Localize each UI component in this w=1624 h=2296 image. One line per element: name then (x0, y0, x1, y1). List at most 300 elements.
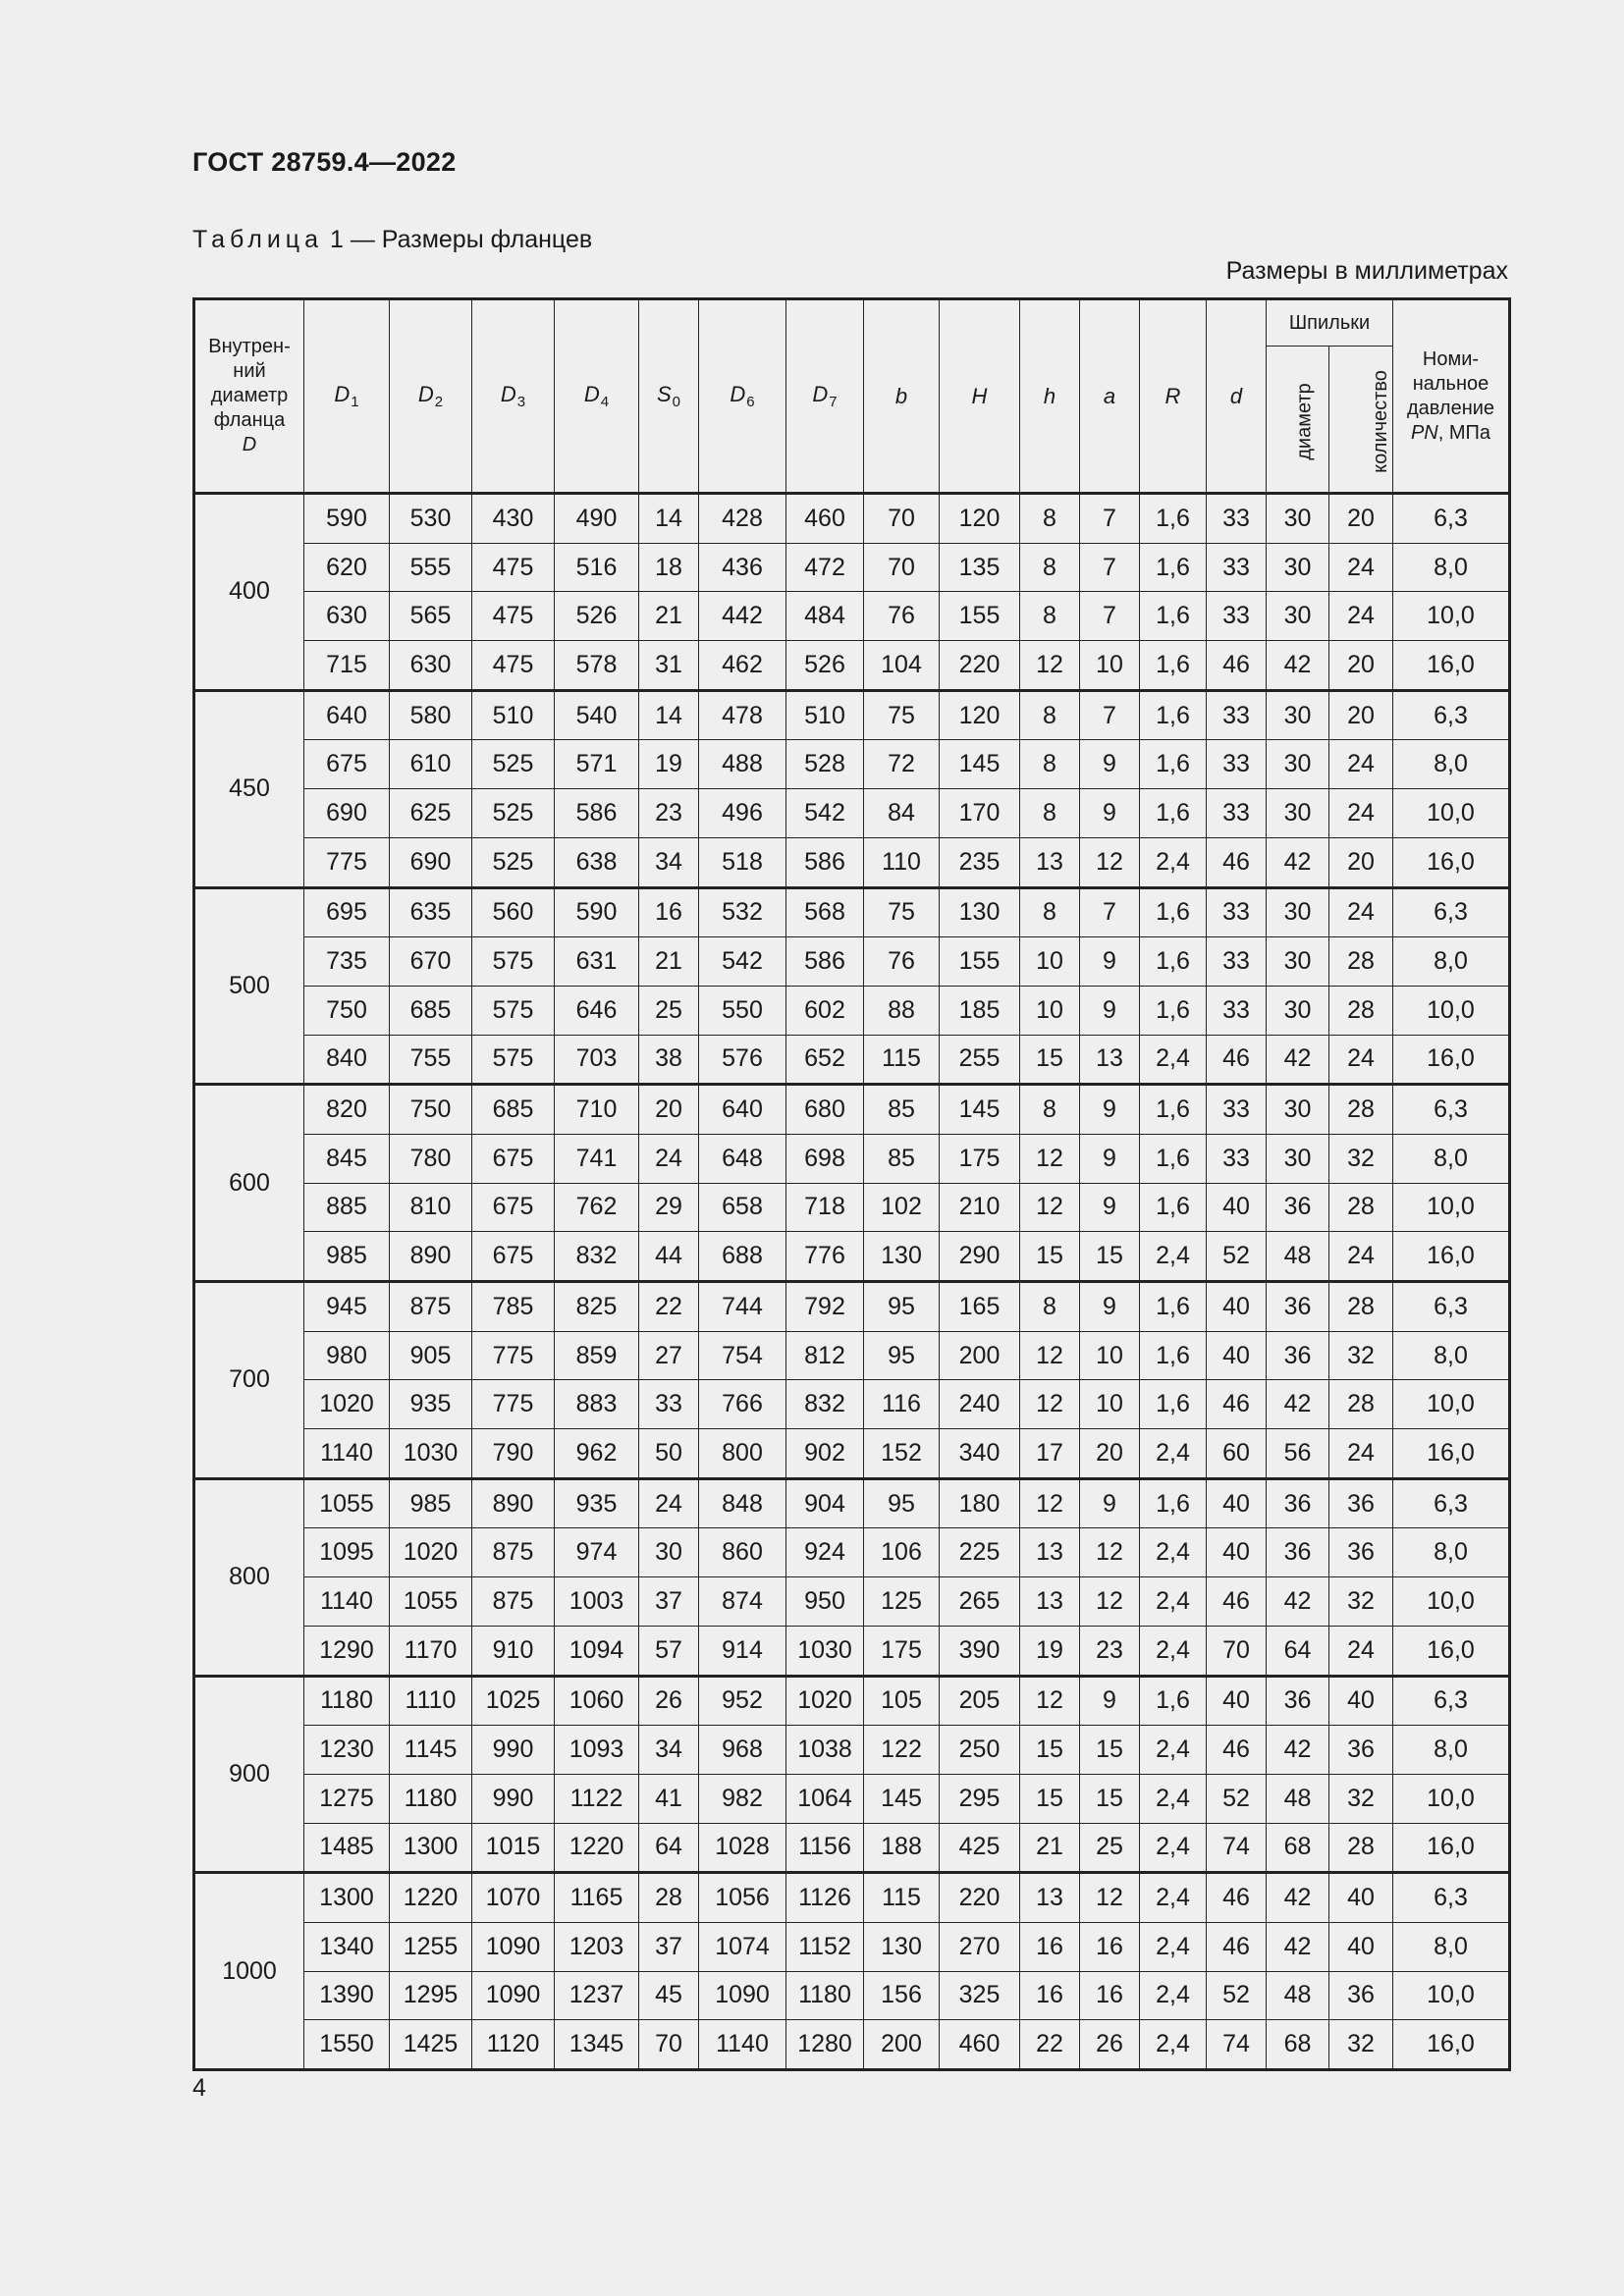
table-caption-text: 1 — Размеры фланцев (329, 226, 593, 253)
table-cell: 21 (639, 937, 699, 987)
table-cell: 1203 (555, 1922, 639, 1971)
table-cell: 525 (472, 740, 555, 789)
table-cell: 1237 (555, 1971, 639, 2020)
table-cell: 542 (786, 789, 864, 838)
table-cell: 10,0 (1393, 789, 1510, 838)
table-cell: 1295 (390, 1971, 472, 2020)
table-cell: 16 (1020, 1922, 1080, 1971)
table-cell: 1055 (390, 1577, 472, 1627)
table-cell: 990 (472, 1726, 555, 1775)
table-cell: 130 (864, 1922, 940, 1971)
table-cell: 250 (940, 1726, 1020, 1775)
table-cell: 1060 (555, 1676, 639, 1726)
table-cell: 24 (1329, 740, 1393, 789)
table-cell: 571 (555, 740, 639, 789)
table-cell: 776 (786, 1232, 864, 1282)
table-cell: 924 (786, 1528, 864, 1577)
header-stud-diameter: диаметр (1267, 347, 1329, 494)
table-cell: 32 (1329, 1774, 1393, 1823)
table-cell: 20 (1329, 837, 1393, 887)
table-cell: 85 (864, 1085, 940, 1135)
table-cell: 442 (699, 592, 786, 641)
table-cell: 2,4 (1140, 1873, 1207, 1923)
header-D7: $D_7$ (786, 299, 864, 494)
table-cell: 8 (1020, 543, 1080, 592)
table-row (194, 1331, 1510, 1380)
table-cell: 40 (1207, 1331, 1267, 1380)
inner-diameter-cell: 600 (194, 1085, 304, 1282)
table-row (194, 1232, 1510, 1282)
table-cell: 19 (639, 740, 699, 789)
table-cell: 37 (639, 1922, 699, 1971)
table-cell: 1,6 (1140, 592, 1207, 641)
table-cell: 690 (390, 837, 472, 887)
table-cell: 510 (786, 690, 864, 740)
table-cell: 42 (1267, 1035, 1329, 1085)
table-cell: 1300 (304, 1873, 390, 1923)
table-cell: 1275 (304, 1774, 390, 1823)
table-cell: 36 (1267, 1331, 1329, 1380)
table-cell: 1,6 (1140, 1085, 1207, 1135)
table-row (194, 1183, 1510, 1232)
table-cell: 7 (1080, 887, 1140, 937)
table-cell: 110 (864, 837, 940, 887)
table-cell: 685 (472, 1085, 555, 1135)
table-cell: 33 (1207, 690, 1267, 740)
table-cell: 1030 (390, 1429, 472, 1479)
table-cell: 1,6 (1140, 1676, 1207, 1726)
table-cell: 6,3 (1393, 1873, 1510, 1923)
table-cell: 9 (1080, 1282, 1140, 1332)
table-cell: 16 (1080, 1971, 1140, 2020)
table-cell: 525 (472, 789, 555, 838)
table-cell: 33 (1207, 789, 1267, 838)
table-cell: 646 (555, 986, 639, 1035)
table-cell: 775 (304, 837, 390, 887)
table-cell: 42 (1267, 1380, 1329, 1429)
table-cell: 1030 (786, 1626, 864, 1676)
table-cell: 36 (1267, 1183, 1329, 1232)
table-cell: 18 (639, 543, 699, 592)
header-b: b (864, 299, 940, 494)
table-cell: 9 (1080, 1676, 1140, 1726)
table-cell: 26 (639, 1676, 699, 1726)
table-row (194, 641, 1510, 691)
table-cell: 16,0 (1393, 1626, 1510, 1676)
table-cell: 750 (304, 986, 390, 1035)
table-cell: 72 (864, 740, 940, 789)
table-cell: 15 (1020, 1232, 1080, 1282)
table-row (194, 1035, 1510, 1085)
table-cell: 775 (472, 1380, 555, 1429)
table-cell: 516 (555, 543, 639, 592)
table-cell: 630 (304, 592, 390, 641)
table-cell: 510 (472, 690, 555, 740)
table-cell: 270 (940, 1922, 1020, 1971)
table-cell: 530 (390, 494, 472, 544)
table-cell: 12 (1020, 641, 1080, 691)
table-row (194, 543, 1510, 592)
table-cell: 40 (1329, 1873, 1393, 1923)
table-cell: 1220 (555, 1823, 639, 1873)
table-cell: 75 (864, 690, 940, 740)
table-cell: 46 (1207, 1726, 1267, 1775)
table-cell: 875 (472, 1528, 555, 1577)
table-cell: 695 (304, 887, 390, 937)
table-cell: 754 (699, 1331, 786, 1380)
table-cell: 23 (639, 789, 699, 838)
table-cell: 20 (1329, 641, 1393, 691)
table-row (194, 1873, 1510, 1923)
table-cell: 265 (940, 1577, 1020, 1627)
table-cell: 460 (786, 494, 864, 544)
table-cell: 690 (304, 789, 390, 838)
table-cell: 652 (786, 1035, 864, 1085)
table-cell: 116 (864, 1380, 940, 1429)
table-cell: 780 (390, 1134, 472, 1183)
table-cell: 135 (940, 543, 1020, 592)
table-cell: 175 (940, 1134, 1020, 1183)
header-D3: $D_3$ (472, 299, 555, 494)
table-row (194, 1971, 1510, 2020)
table-row (194, 1380, 1510, 1429)
table-cell: 30 (1267, 543, 1329, 592)
table-cell: 590 (555, 887, 639, 937)
table-cell: 74 (1207, 1823, 1267, 1873)
table-cell: 640 (304, 690, 390, 740)
table-cell: 24 (1329, 1232, 1393, 1282)
table-cell: 525 (472, 837, 555, 887)
table-cell: 13 (1080, 1035, 1140, 1085)
table-cell: 620 (304, 543, 390, 592)
table-cell: 890 (472, 1478, 555, 1528)
table-cell: 8,0 (1393, 937, 1510, 987)
table-cell: 576 (699, 1035, 786, 1085)
table-cell: 8,0 (1393, 1331, 1510, 1380)
table-cell: 46 (1207, 1035, 1267, 1085)
table-cell: 6,3 (1393, 1085, 1510, 1135)
table-cell: 36 (1267, 1478, 1329, 1528)
table-cell: 790 (472, 1429, 555, 1479)
table-cell: 6,3 (1393, 1282, 1510, 1332)
table-cell: 8,0 (1393, 1726, 1510, 1775)
table-cell: 46 (1207, 1577, 1267, 1627)
table-cell: 32 (1329, 1134, 1393, 1183)
table-row (194, 789, 1510, 838)
table-cell: 24 (1329, 1035, 1393, 1085)
table-cell: 95 (864, 1282, 940, 1332)
table-cell: 22 (639, 1282, 699, 1332)
table-cell: 125 (864, 1577, 940, 1627)
table-cell: 7 (1080, 494, 1140, 544)
table-cell: 1090 (472, 1922, 555, 1971)
table-cell: 12 (1020, 1380, 1080, 1429)
table-cell: 635 (390, 887, 472, 937)
table-cell: 30 (1267, 740, 1329, 789)
table-cell: 115 (864, 1873, 940, 1923)
table-cell: 631 (555, 937, 639, 987)
table-cell: 15 (1080, 1726, 1140, 1775)
table-cell: 10,0 (1393, 592, 1510, 641)
table-cell: 8 (1020, 592, 1080, 641)
table-cell: 952 (699, 1676, 786, 1726)
table-cell: 883 (555, 1380, 639, 1429)
table-cell: 95 (864, 1478, 940, 1528)
table-cell: 1390 (304, 1971, 390, 2020)
table-cell: 7 (1080, 543, 1140, 592)
table-cell: 40 (1329, 1922, 1393, 1971)
table-cell: 33 (1207, 1134, 1267, 1183)
table-cell: 30 (1267, 986, 1329, 1035)
table-cell: 6,3 (1393, 1676, 1510, 1726)
table-cell: 28 (1329, 986, 1393, 1035)
table-cell: 902 (786, 1429, 864, 1479)
table-cell: 12 (1080, 1577, 1140, 1627)
table-cell: 13 (1020, 1528, 1080, 1577)
table-cell: 33 (1207, 1085, 1267, 1135)
table-cell: 741 (555, 1134, 639, 1183)
table-cell: 8 (1020, 887, 1080, 937)
table-cell: 1094 (555, 1626, 639, 1676)
header-D1: $D_1$ (304, 299, 390, 494)
table-cell: 64 (1267, 1626, 1329, 1676)
table-cell: 225 (940, 1528, 1020, 1577)
table-cell: 1,6 (1140, 543, 1207, 592)
table-row (194, 592, 1510, 641)
table-cell: 436 (699, 543, 786, 592)
table-cell: 32 (1329, 2020, 1393, 2070)
table-cell: 832 (786, 1380, 864, 1429)
table-cell: 820 (304, 1085, 390, 1135)
page-number: 4 (192, 2074, 206, 2102)
table-cell: 16 (1020, 1971, 1080, 2020)
table-cell: 10,0 (1393, 1971, 1510, 2020)
table-cell: 33 (1207, 740, 1267, 789)
table-cell: 12 (1020, 1676, 1080, 1726)
table-cell: 2,4 (1140, 837, 1207, 887)
table-caption (192, 226, 592, 254)
table-cell: 2,4 (1140, 1823, 1207, 1873)
table-cell: 17 (1020, 1429, 1080, 1479)
table-cell: 1300 (390, 1823, 472, 1873)
table-cell: 15 (1080, 1774, 1140, 1823)
table-cell: 718 (786, 1183, 864, 1232)
table-cell: 28 (1329, 1380, 1393, 1429)
table-cell: 484 (786, 592, 864, 641)
table-cell: 1095 (304, 1528, 390, 1577)
table-cell: 46 (1207, 641, 1267, 691)
table-cell: 1345 (555, 2020, 639, 2070)
table-cell: 32 (1329, 1577, 1393, 1627)
table-cell: 1,6 (1140, 887, 1207, 937)
table-cell: 2,4 (1140, 1922, 1207, 1971)
table-cell: 2,4 (1140, 1035, 1207, 1085)
table-cell: 1126 (786, 1873, 864, 1923)
table-cell: 800 (699, 1429, 786, 1479)
table-cell: 28 (639, 1873, 699, 1923)
table-cell: 475 (472, 543, 555, 592)
table-cell: 37 (639, 1577, 699, 1627)
table-cell: 30 (1267, 937, 1329, 987)
table-cell: 1020 (786, 1676, 864, 1726)
table-cell: 102 (864, 1183, 940, 1232)
table-cell: 680 (786, 1085, 864, 1135)
table-cell: 528 (786, 740, 864, 789)
table-cell: 1220 (390, 1873, 472, 1923)
table-cell: 28 (1329, 1282, 1393, 1332)
table-cell: 575 (472, 937, 555, 987)
table-cell: 13 (1020, 1873, 1080, 1923)
table-cell: 33 (639, 1380, 699, 1429)
table-row (194, 1774, 1510, 1823)
table-cell: 16,0 (1393, 2020, 1510, 2070)
table-cell: 16 (1080, 1922, 1140, 1971)
table-cell: 10 (1020, 937, 1080, 987)
table-cell: 590 (304, 494, 390, 544)
table-cell: 2,4 (1140, 1971, 1207, 2020)
table-cell: 175 (864, 1626, 940, 1676)
flange-dimensions-table (192, 297, 1511, 2071)
table-cell: 200 (940, 1331, 1020, 1380)
table-cell: 56 (1267, 1429, 1329, 1479)
table-cell: 68 (1267, 2020, 1329, 2070)
table-cell: 648 (699, 1134, 786, 1183)
inner-diameter-cell: 1000 (194, 1873, 304, 2070)
table-cell: 34 (639, 837, 699, 887)
table-cell: 68 (1267, 1823, 1329, 1873)
table-cell: 24 (1329, 543, 1393, 592)
table-cell: 30 (1267, 690, 1329, 740)
table-cell: 462 (699, 641, 786, 691)
table-cell: 1,6 (1140, 690, 1207, 740)
table-cell: 16,0 (1393, 1429, 1510, 1479)
table-cell: 10 (1080, 1331, 1140, 1380)
table-cell: 70 (864, 543, 940, 592)
table-cell: 1180 (304, 1676, 390, 1726)
table-cell: 1340 (304, 1922, 390, 1971)
table-cell: 890 (390, 1232, 472, 1282)
table-cell: 1165 (555, 1873, 639, 1923)
table-cell: 21 (639, 592, 699, 641)
header-a: a (1080, 299, 1140, 494)
table-cell: 10,0 (1393, 1774, 1510, 1823)
table-cell: 13 (1020, 837, 1080, 887)
table-cell: 675 (472, 1134, 555, 1183)
table-cell: 1020 (390, 1528, 472, 1577)
table-cell: 6,3 (1393, 1478, 1510, 1528)
table-cell: 1090 (472, 1971, 555, 2020)
table-cell: 6,3 (1393, 690, 1510, 740)
table-cell: 9 (1080, 1478, 1140, 1528)
table-cell: 430 (472, 494, 555, 544)
table-cell: 14 (639, 690, 699, 740)
table-cell: 75 (864, 887, 940, 937)
table-cell: 1,6 (1140, 1282, 1207, 1332)
table-cell: 630 (390, 641, 472, 691)
table-cell: 475 (472, 641, 555, 691)
table-cell: 9 (1080, 740, 1140, 789)
table-cell: 170 (940, 789, 1020, 838)
table-cell: 2,4 (1140, 1774, 1207, 1823)
table-cell: 575 (472, 986, 555, 1035)
table-cell: 185 (940, 986, 1020, 1035)
table-cell: 20 (639, 1085, 699, 1135)
table-cell: 488 (699, 740, 786, 789)
table-cell: 28 (1329, 1183, 1393, 1232)
table-cell: 290 (940, 1232, 1020, 1282)
table-cell: 1,6 (1140, 1331, 1207, 1380)
table-cell: 990 (472, 1774, 555, 1823)
table-cell: 8 (1020, 690, 1080, 740)
table-body (194, 494, 1510, 2070)
table-cell: 6,3 (1393, 887, 1510, 937)
table-cell: 1064 (786, 1774, 864, 1823)
table-cell: 698 (786, 1134, 864, 1183)
table-cell: 10,0 (1393, 1577, 1510, 1627)
table-cell: 145 (864, 1774, 940, 1823)
table-cell: 220 (940, 641, 1020, 691)
table-cell: 910 (472, 1626, 555, 1676)
header-H: H (940, 299, 1020, 494)
table-row (194, 690, 1510, 740)
table-row (194, 1429, 1510, 1479)
table-cell: 478 (699, 690, 786, 740)
table-cell: 1156 (786, 1823, 864, 1873)
table-row (194, 494, 1510, 544)
table-cell: 859 (555, 1331, 639, 1380)
table-cell: 46 (1207, 837, 1267, 887)
header-nominal-pressure: Номи- нальное давление PN, МПа (1393, 299, 1510, 494)
table-cell: 16,0 (1393, 1823, 1510, 1873)
table-cell: 31 (639, 641, 699, 691)
table-cell: 13 (1020, 1577, 1080, 1627)
table-cell: 935 (555, 1478, 639, 1528)
inner-diameter-cell: 700 (194, 1282, 304, 1479)
table-cell: 24 (1329, 1626, 1393, 1676)
table-cell: 1180 (390, 1774, 472, 1823)
table-cell: 875 (472, 1577, 555, 1627)
table-cell: 40 (1207, 1478, 1267, 1528)
table-row (194, 1676, 1510, 1726)
table-cell: 950 (786, 1577, 864, 1627)
table-cell: 104 (864, 641, 940, 691)
table-cell: 36 (1329, 1478, 1393, 1528)
table-cell: 120 (940, 494, 1020, 544)
table-row (194, 740, 1510, 789)
table-cell: 1,6 (1140, 494, 1207, 544)
inner-diameter-cell: 900 (194, 1676, 304, 1873)
table-row (194, 1478, 1510, 1528)
table-cell: 15 (1020, 1035, 1080, 1085)
table-cell: 235 (940, 837, 1020, 887)
table-cell: 76 (864, 937, 940, 987)
table-cell: 29 (639, 1183, 699, 1232)
table-cell: 1485 (304, 1823, 390, 1873)
header-studs: Шпильки (1267, 299, 1393, 347)
table-cell: 1170 (390, 1626, 472, 1676)
table-cell: 70 (1207, 1626, 1267, 1676)
header-D6: $D_6$ (699, 299, 786, 494)
header-stud-count: количество (1329, 347, 1393, 494)
table-cell: 42 (1267, 641, 1329, 691)
table-cell: 792 (786, 1282, 864, 1332)
table-cell: 106 (864, 1528, 940, 1577)
table-cell: 85 (864, 1134, 940, 1183)
table-cell: 2,4 (1140, 1429, 1207, 1479)
table-cell: 295 (940, 1774, 1020, 1823)
table-cell: 48 (1267, 1774, 1329, 1823)
table-cell: 1,6 (1140, 937, 1207, 987)
